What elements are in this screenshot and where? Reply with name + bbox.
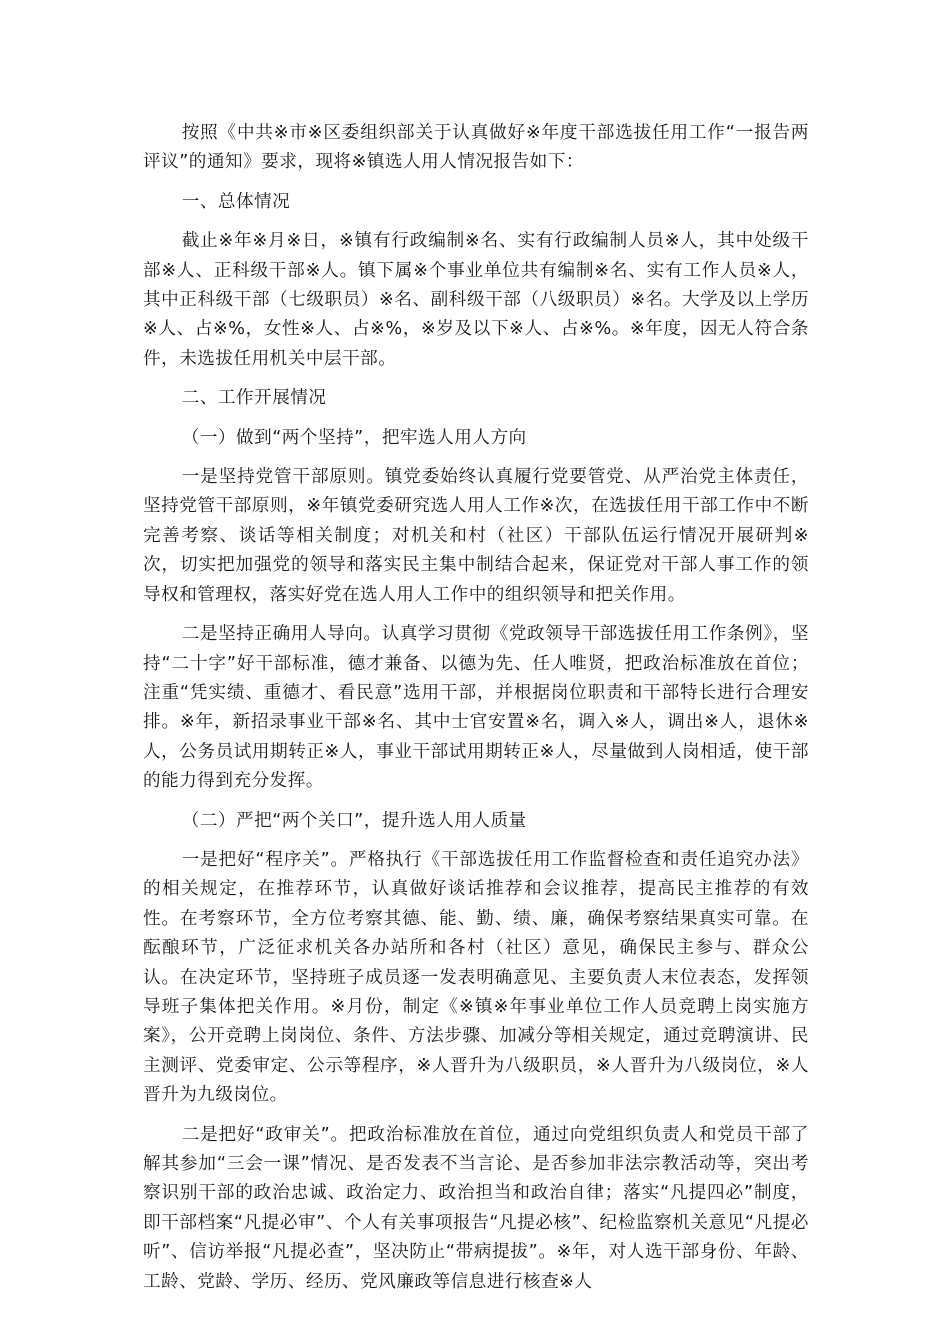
intro-paragraph: 按照《中共※市※区委组织部关于认真做好※年度干部选拔任用工作“一报告两评议”的通知》要求，现将※镇选人用人情况报告如下： <box>143 123 809 173</box>
overall-paragraph: 截止※年※月※日，※镇有行政编制※名、实有行政编制人员※人，其中处级干部※人、正科级干部※人。镇下属※个事业单位共有编制※名、实有工作人员※人，其中正科级干部（七级职员）※名、副科级干部（八级职员）※名。大学及以上学历※人、占※%，女性※人、占※%，※岁及以下※人、占※%。※年度，因无人符合条件，未选拔任用机关中层干部。 <box>143 231 809 369</box>
paragraph-political-review: 二是把好“政审关”。把政治标准放在首位，通过向党组织负责人和党员干部了解其参加“三会一课”情况、是否发表不当言论、是否参加非法宗教活动等，突出考察识别干部的政治忠诚、政治定力、政治担当和政治自律；落实“凡提四必”制度，即干部档案“凡提必审”、个人有关事项报告“凡提必核”、纪检监察机关意见“凡提必听”、信访举报“凡提必查”，坚决防止“带病提拔”。※年，对人选干部身份、年龄、工龄、党龄、学历、经历、党风廉政等信息进行核查※人 <box>143 1124 809 1292</box>
subsection-heading-2: （二）严把“两个关口”，提升选人用人质量 <box>181 810 527 831</box>
subsection-heading-1: （一）做到“两个坚持”，把牢选人用人方向 <box>181 427 527 448</box>
section-heading-overall: 一、总体情况 <box>181 191 291 212</box>
paragraph-party-management: 一是坚持党管干部原则。镇党委始终认真履行党要管党、从严治党主体责任，坚持党管干部原则，※年镇党委研究选人用人工作※次，在选拔任用干部工作中不断完善考察、谈话等相关制度；对机关和村（社区）干部队伍运行情况开展研判※次，切实把加强党的领导和落实民主集中制结合起来，保证党对干部人事工作的领导权和管理权，落实好党在选人用人工作中的组织领导和把关作用。 <box>143 467 809 605</box>
paragraph-procedure-check: 一是把好“程序关”。严格执行《干部选拔任用工作监督检查和责任追究办法》的相关规定，在推荐环节，认真做好谈话推荐和会议推荐，提高民主推荐的有效性。在考察环节，全方位考察其德、能、勤、绩、廉，确保考察结果真实可靠。在酝酿环节，广泛征求机关各办站所和各村（社区）意见，确保民主参与、群众公认。在决定环节，坚持班子成员逐一发表明确意见、主要负责人末位表态，发挥领导班子集体把关作用。※月份，制定《※镇※年事业单位工作人员竞聘上岗实施方案》，公开竞聘上岗岗位、条件、方法步骤、加减分等相关规定，通过竞聘演讲、民主测评、党委审定、公示等程序，※人晋升为八级职员，※人晋升为八级岗位，※人晋升为九级岗位。 <box>143 849 809 1106</box>
section-heading-work: 二、工作开展情况 <box>181 388 327 409</box>
paragraph-employment-orientation: 二是坚持正确用人导向。认真学习贯彻《党政领导干部选拔任用工作条例》，坚持“二十字”好干部标准，德才兼备、以德为先、任人唯贤，把政治标准放在首位；注重“凭实绩、重德才、看民意”选用干部，并根据岗位职责和干部特长进行合理安排。※年，新招录事业干部※名、其中士官安置※名，调入※人，调出※人，退休※人，公务员试用期转正※人，事业干部试用期转正※人，尽量做到人岗相适，使干部的能力得到充分发挥。 <box>143 624 809 792</box>
document-page <box>143 119 809 1307</box>
